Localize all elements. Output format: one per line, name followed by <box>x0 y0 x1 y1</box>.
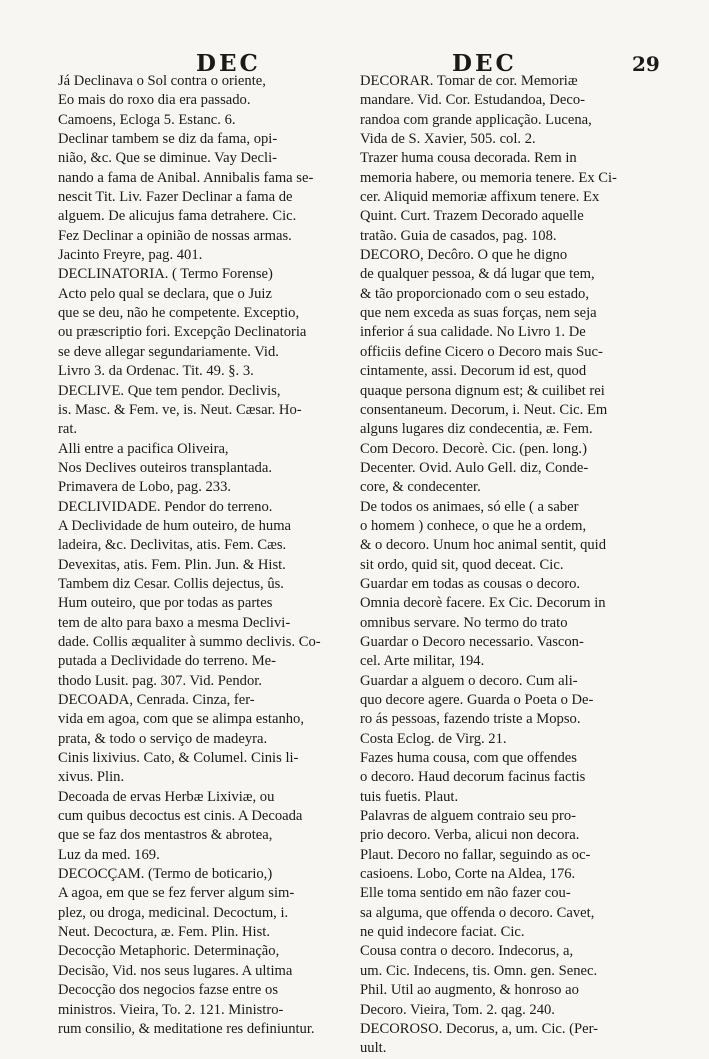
text-line: Hum outeiro, que por todas as partes <box>58 595 273 612</box>
text-line: uult. <box>360 1040 387 1057</box>
text-line: inferior á sua calidade. No Livro 1. De <box>360 324 586 341</box>
text-line: Com Decoro. Decorè. Cic. (pen. long.) <box>360 440 587 457</box>
text-line: cel. Arte militar, 194. <box>360 653 485 670</box>
text-line: DECORO, Decôro. O que he digno <box>360 247 568 264</box>
text-line: cum quibus decoctus est cinis. A Decoada <box>58 808 303 825</box>
text-line: Fez Declinar a opinião de nossas armas. <box>58 227 292 244</box>
text-line: Primavera de Lobo, pag. 233. <box>58 479 232 496</box>
text-line: sa alguma, que offenda o decoro. Cavet, <box>360 904 595 921</box>
text-line: officiis define Cicero o Decoro mais Suc- <box>360 343 603 360</box>
text-line: que nem exceda as suas forças, nem seja <box>360 305 597 322</box>
text-line: Phil. Util ao augmento, & honroso ao <box>360 982 579 999</box>
text-line: DECLIVIDADE. Pendor do terreno. <box>58 498 273 515</box>
text-line: casioens. Lobo, Corte na Aldea, 176. <box>360 866 576 883</box>
text-line: Palavras de alguem contraio seu pro- <box>360 808 576 825</box>
text-line: dade. Collis æqualiter à summo declivis. Co- <box>58 633 321 650</box>
header-left-word: DEC <box>196 50 261 77</box>
text-line: rat. <box>58 421 78 438</box>
text-line: Declinar tambem se diz da fama, opi- <box>58 131 278 148</box>
text-line: o homem ) conhece, o que he a ordem, <box>360 517 587 534</box>
right-column <box>360 72 660 1059</box>
text-line: DECOADA, Cenrada. Cinza, fer- <box>58 692 255 708</box>
text-line: se deve allegar segundariamente. Vid. <box>58 343 279 360</box>
text-line: Fazes huma cousa, com que offendes <box>360 750 577 767</box>
text-line: tratão. Guia de casados, pag. 108. <box>360 227 557 244</box>
text-line: Já Declinava o Sol contra o oriente, <box>58 73 266 89</box>
text-line: Decocção Metaphoric. Determinação, <box>58 943 280 960</box>
text-line: Decoada de ervas Herbæ Lixiviæ, ou <box>58 788 275 805</box>
text-line: Omnia decorè facere. Ex Cic. Decorum in <box>360 595 606 612</box>
text-line: rum consilio, & meditatione res definiuntur. <box>58 1020 315 1037</box>
text-line: DECORAR. Tomar de cor. Memoriæ <box>360 73 578 89</box>
text-line: o decoro. Haud decorum facinus factis <box>360 769 586 786</box>
text-line: ministros. Vieira, To. 2. 121. Ministro- <box>58 1001 284 1018</box>
text-line: Jacinto Freyre, pag. 401. <box>58 247 203 264</box>
text-line: Guardar o Decoro necessario. Vascon- <box>360 633 584 650</box>
text-line: DECOROSO. Decorus, a, um. Cic. (Per- <box>360 1020 599 1037</box>
text-line: que se deu, não he competente. Exceptio, <box>58 305 300 322</box>
header-right-word: DEC <box>452 50 517 77</box>
text-line: DECOCÇAM. (Termo de boticario,) <box>58 866 273 883</box>
text-line: alguns lugares diz condecentia, æ. Fem. <box>360 421 593 438</box>
text-line: Decenter. Ovid. Aulo Gell. diz, Conde- <box>360 459 589 476</box>
text-line: A agoa, em que se fez ferver algum sim- <box>58 885 295 902</box>
text-line: cer. Aliquid memoriæ affixum tenere. Ex <box>360 189 600 206</box>
text-line: Guardar a alguem o decoro. Cum ali- <box>360 672 578 689</box>
text-line: Neut. Decoctura, æ. Fem. Plin. Hist. <box>58 924 270 941</box>
text-line: putada a Declividade do terreno. Me- <box>58 653 277 670</box>
left-column <box>58 72 354 1039</box>
text-line: Decoro. Vieira, Tom. 2. qag. 240. <box>360 1001 555 1018</box>
text-line: mandare. Vid. Cor. Estudandoa, Deco- <box>360 92 585 109</box>
text-line: alguem. De alicujus fama detrahere. Cic. <box>58 208 297 225</box>
text-line: Tambem diz Cesar. Collis dejectus, ûs. <box>58 575 284 592</box>
text-line: consentaneum. Decorum, i. Neut. Cic. Em <box>360 401 608 418</box>
text-line: De todos os animaes, só elle ( a saber <box>360 498 579 515</box>
text-line: Livro 3. da Ordenac. Tit. 49. §. 3. <box>58 363 254 380</box>
text-line: Vida de S. Xavier, 505. col. 2. <box>360 131 536 148</box>
text-line: Plaut. Decoro no fallar, seguindo as oc- <box>360 846 591 863</box>
text-line: A Declividade de hum outeiro, de huma <box>58 517 292 534</box>
text-line: & tão proporcionado com o seu estado, <box>360 285 589 302</box>
text-line: DECLINATORIA. ( Termo Forense) <box>58 266 273 283</box>
text-line: omnibus servare. No termo do trato <box>360 614 568 631</box>
text-line: ne quid indecore faciat. Cic. <box>360 924 525 941</box>
text-line: Acto pelo qual se declara, que o Juiz <box>58 285 272 302</box>
text-line: Nos Declives outeiros transplantada. <box>58 459 272 476</box>
text-line: cintamente, assi. Decorum id est, quod <box>360 363 587 380</box>
text-line: quo decore agere. Guarda o Poeta o De- <box>360 692 594 708</box>
text-line: nescit Tit. Liv. Fazer Declinar a fama de <box>58 189 293 206</box>
text-line: Eo mais do roxo dia era passado. <box>58 92 251 109</box>
text-line: Guardar em todas as cousas o decoro. <box>360 575 581 592</box>
text-line: Alli entre a pacifica Oliveira, <box>58 440 229 457</box>
text-line: ou præscriptio fori. Excepção Declinatoria <box>58 324 307 341</box>
text-line: Trazer huma cousa decorada. Rem in <box>360 150 577 167</box>
text-line: thodo Lusit. pag. 307. Vid. Pendor. <box>58 672 262 689</box>
text-line: DECLIVE. Que tem pendor. Declivis, <box>58 382 281 399</box>
text-line: prata, & todo o serviço de madeyra. <box>58 730 268 747</box>
text-line: xivus. Plin. <box>58 769 125 786</box>
text-line: nião, &c. Que se diminue. Vay Decli- <box>58 150 277 167</box>
text-line: is. Masc. & Fem. ve, is. Neut. Cæsar. Ho- <box>58 401 302 418</box>
text-line: Decisão, Vid. nos seus lugares. A ultima <box>58 962 293 979</box>
text-line: um. Cic. Indecens, tis. Omn. gen. Senec. <box>360 962 598 979</box>
text-line: Decocção dos negocios fazse entre os <box>58 982 279 999</box>
text-line: Cousa contra o decoro. Indecorus, a, <box>360 943 574 960</box>
text-line: ladeira, &c. Declivitas, atis. Fem. Cæs. <box>58 537 287 554</box>
page-number: 29 <box>632 52 660 76</box>
text-line: de qualquer pessoa, & dá lugar que tem, <box>360 266 595 283</box>
text-line: quaque persona dignum est; & cuilibet rei <box>360 382 605 399</box>
text-line: que se faz dos mentastros & abrotea, <box>58 827 273 844</box>
text-line: memoria habere, ou memoria tenere. Ex Ci- <box>360 169 617 186</box>
text-line: Camoens, Ecloga 5. Estanc. 6. <box>58 111 236 128</box>
text-line: Elle toma sentido em não fazer cou- <box>360 885 571 902</box>
text-line: Costa Eclog. de Virg. 21. <box>360 730 507 747</box>
text-line: ro ás pessoas, fazendo triste a Mopso. <box>360 711 581 728</box>
text-line: Quint. Curt. Trazem Decorado aquelle <box>360 208 584 225</box>
text-line: Cinis lixivius. Cato, & Columel. Cinis li- <box>58 750 299 767</box>
text-line: Luz da med. 169. <box>58 846 160 863</box>
text-line: vida em agoa, com que se alimpa estanho, <box>58 711 304 728</box>
text-line: prio decoro. Verba, alicui non decora. <box>360 827 580 844</box>
text-line: randoa com grande applicação. Lucena, <box>360 111 592 128</box>
text-line: Devexitas, atis. Fem. Plin. Jun. & Hist. <box>58 556 286 573</box>
text-line: core, & condecenter. <box>360 479 481 496</box>
text-line: tuis fuetis. Plaut. <box>360 788 459 805</box>
text-line: nando a fama de Anibal. Annibalis fama se- <box>58 169 314 186</box>
text-line: & o decoro. Unum hoc animal sentit, quid <box>360 537 607 554</box>
text-line: sit ordo, quid sit, quod deceat. Cic. <box>360 556 564 573</box>
text-line: plez, ou droga, medicinal. Decoctum, i. <box>58 904 289 921</box>
text-line: tem de alto para baxo a mesma Declivi- <box>58 614 291 631</box>
